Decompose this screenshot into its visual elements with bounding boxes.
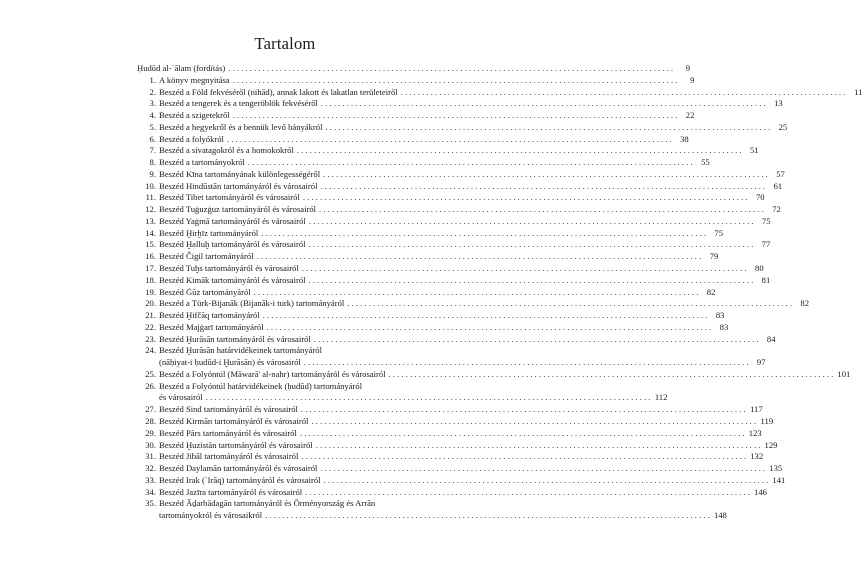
toc-entry-title: (nāḥiyat-i ḥudūd-i Ḫurāsān) és városairól	[159, 357, 301, 368]
toc-entry-title: Beszéd Ḫuzistān tartományáról és városairól	[159, 439, 313, 450]
dot-leader	[401, 87, 846, 99]
toc-entry-title: Beszéd Kīna tartományának különlegességéről	[159, 168, 321, 179]
dot-leader	[261, 228, 706, 240]
toc-entry-page: 9	[685, 63, 691, 73]
dot-leader	[263, 310, 708, 322]
toc-entry-page: 11	[854, 86, 862, 97]
toc-entry-page: 77	[761, 239, 771, 250]
toc-entry-page: 70	[755, 192, 765, 203]
dot-leader	[309, 239, 754, 251]
toc-entry-page: 83	[715, 310, 725, 321]
dot-leader	[304, 357, 749, 369]
toc-entry-page: 80	[755, 263, 764, 274]
toc-entry-page: 97	[756, 357, 766, 368]
toc-entry-number: 2.	[149, 86, 156, 97]
dot-leader	[233, 110, 678, 122]
toc-entry[interactable]	[137, 381, 442, 393]
toc-entry-number: 25.	[145, 368, 156, 379]
toc-entry-title: Beszéd Jibāl tartományáról és városairól	[159, 451, 299, 462]
toc-entry-number: 3.	[149, 98, 156, 109]
toc-entry-page: 9	[690, 74, 695, 85]
toc-entry-page: 75	[761, 215, 771, 226]
dot-leader	[206, 392, 651, 404]
toc-entry-number: 28.	[145, 415, 156, 426]
toc-entry-page: 101	[837, 368, 851, 379]
toc-entry-title: Beszéd a Folyóntúl határvidékeinek (ḥudūd) tartományáról	[159, 380, 363, 391]
toc-entry-number: 21.	[145, 310, 156, 321]
toc-entry-title: Beszéd a sivatagokról és a homokokról	[159, 145, 294, 156]
toc-entry-title: Beszéd a folyókról	[159, 133, 224, 144]
toc-entry-number: 17.	[145, 263, 156, 274]
toc-entry-page: 61	[773, 180, 783, 191]
toc-entry-number: 29.	[145, 427, 156, 438]
toc-entry[interactable]	[137, 157, 710, 169]
toc-entry[interactable]	[137, 98, 783, 110]
toc-entry-number: 15.	[145, 239, 156, 250]
toc-entry-page: 141	[772, 474, 786, 485]
toc-entry-title: Beszéd Jazīra tartományáról és városairól	[159, 486, 303, 497]
toc-entry[interactable]	[137, 74, 695, 87]
toc-entry[interactable]	[137, 310, 725, 322]
toc-entry-title: Beszéd a Folyóntúl (Māwarā' al-nahr) tartományáról és városairól	[159, 368, 386, 379]
toc-entry-number: 14.	[145, 227, 156, 238]
toc-entry[interactable]	[137, 298, 809, 310]
dot-leader	[309, 275, 754, 287]
table-of-contents	[137, 63, 862, 522]
toc-entry[interactable]	[137, 498, 442, 510]
dot-leader	[389, 369, 834, 381]
toc-entry[interactable]	[137, 86, 862, 99]
toc-entry-number: 24.	[145, 345, 156, 356]
toc-entry[interactable]	[137, 168, 785, 181]
toc-entry-number: 27.	[145, 404, 156, 415]
dot-leader	[301, 451, 746, 463]
toc-entry-title: Beszéd a tartományokról	[159, 157, 245, 168]
toc-entry[interactable]	[137, 510, 727, 522]
toc-entry[interactable]	[137, 474, 786, 487]
toc-entry[interactable]	[137, 192, 765, 204]
dot-leader	[314, 334, 759, 346]
dot-leader	[257, 251, 702, 263]
toc-entry-number: 10.	[145, 180, 156, 191]
toc-entry-number: 4.	[149, 110, 156, 121]
dot-leader	[325, 122, 770, 134]
toc-entry-number: 12.	[145, 204, 156, 215]
toc-entry[interactable]	[137, 110, 695, 122]
toc-entry[interactable]	[137, 451, 764, 463]
toc-entry-title: Beszéd Čigil tartományáról	[159, 251, 254, 262]
dot-leader	[267, 322, 712, 334]
toc-entry-title: Beszéd Kirmān tartományáról és városairól	[159, 415, 309, 426]
toc-entry[interactable]	[137, 345, 442, 357]
toc-entry-page: 112	[654, 392, 668, 403]
toc-entry-title: Beszéd a Türk-Bijanāk (Bijanāk-i turk) tartományáról	[159, 298, 345, 309]
toc-entry-page: 129	[764, 439, 778, 450]
toc-entry-page: 123	[748, 427, 762, 438]
toc-entry-number: 8.	[149, 157, 156, 168]
toc-entry-page: 83	[719, 321, 729, 332]
toc-entry-title: Beszéd Pārs tartományáról és városairól	[159, 427, 297, 438]
toc-entry-number: 34.	[145, 486, 156, 497]
toc-entry[interactable]	[137, 415, 774, 428]
toc-entry-title: Beszéd Tibet tartományáról és városairól	[159, 192, 300, 203]
dot-leader	[320, 181, 765, 193]
dot-leader	[323, 169, 768, 181]
toc-entry-title: Beszéd Kimāk tartományáról és városairól	[159, 274, 306, 285]
dot-leader	[297, 145, 742, 157]
toc-entry-title: Beszéd Ḫifčāq tartományáról	[159, 310, 260, 321]
toc-entry-page: 25	[778, 121, 788, 132]
toc-entry-page: 146	[754, 486, 767, 497]
dot-leader	[319, 204, 764, 216]
toc-entry[interactable]	[137, 321, 729, 334]
toc-entry-number: 30.	[145, 439, 156, 450]
toc-entry-page: 57	[776, 168, 785, 179]
toc-entry-number: 16.	[145, 251, 156, 262]
toc-entry[interactable]	[137, 215, 771, 228]
toc-entry-number: 19.	[145, 286, 156, 297]
toc-entry[interactable]	[137, 286, 716, 299]
dot-leader	[254, 287, 699, 299]
dot-leader	[300, 428, 745, 440]
toc-entry[interactable]	[137, 239, 771, 251]
toc-entry[interactable]	[137, 486, 767, 499]
toc-entry-page: 148	[713, 510, 727, 521]
dot-leader	[228, 63, 673, 75]
toc-entry-page: 135	[769, 463, 783, 474]
toc-entry-page: 82	[800, 298, 809, 309]
dot-leader	[303, 192, 748, 204]
toc-entry-page: 51	[749, 145, 759, 156]
toc-entry-title: Beszéd Daylamān tartományáról és városairól	[159, 463, 318, 474]
toc-entry-title: Beszéd a Föld fekvéséről (nihād), annak lakott és lakatlan területeiről	[159, 86, 398, 97]
toc-entry-page: 119	[760, 415, 774, 426]
toc-entry[interactable]	[137, 133, 689, 146]
dot-leader	[309, 216, 754, 228]
toc-entry-number: 7.	[149, 145, 156, 156]
toc-entry-number: 20.	[145, 298, 156, 309]
dot-leader	[248, 157, 693, 169]
toc-entry-title: Beszéd Yaġmā tartományáról és városairól	[159, 215, 306, 226]
page-title: Tartalom	[254, 34, 316, 53]
toc-entry-title: tartományokról és városaikról	[159, 510, 263, 521]
toc-entry-page: 72	[772, 204, 781, 215]
toc-entry-number: 1.	[149, 74, 156, 85]
toc-entry-title: Beszéd Āḏarbādagān tartományáról és Örményország és Arrān	[159, 498, 376, 509]
toc-entry[interactable]	[137, 227, 724, 240]
toc-entry-title: és városairól	[159, 392, 203, 403]
toc-entry-number: 22.	[145, 321, 156, 332]
dot-leader	[316, 440, 761, 452]
toc-entry-title: Beszéd Majġarī tartományáról	[159, 321, 264, 332]
toc-entry[interactable]	[137, 392, 668, 404]
toc-entry-page: 117	[750, 404, 763, 415]
toc-entry[interactable]	[137, 333, 776, 346]
toc-entry-page: 82	[706, 286, 716, 297]
dot-leader	[321, 98, 766, 110]
toc-entry-page: 79	[709, 251, 719, 262]
toc-entry-number: 11.	[145, 192, 156, 203]
toc-entry[interactable]	[137, 145, 759, 157]
toc-entry-title: Beszéd a szigetekről	[159, 110, 230, 121]
toc-entry-title: Ḥudūd al-ʿālam (fordítás)	[137, 63, 226, 73]
toc-entry-title: Beszéd Tuġuzġuz tartományáról és városairól	[159, 204, 317, 215]
toc-entry[interactable]	[137, 439, 778, 452]
toc-entry-number: 18.	[145, 274, 156, 285]
toc-entry[interactable]	[137, 274, 771, 287]
toc-entry-number: 26.	[145, 380, 156, 391]
toc-entry-number: 31.	[145, 451, 156, 462]
toc-entry-title: Beszéd Ḫirḫīz tartományáról	[159, 227, 259, 238]
dot-leader	[305, 487, 750, 499]
toc-entry-title: Beszéd Ḫurāsān tartományáról és városairól	[159, 333, 311, 344]
dot-leader	[302, 263, 747, 275]
toc-entry-title: Beszéd a hegyekről és a bennük levő bányákról	[159, 121, 323, 132]
dot-leader	[233, 75, 678, 87]
toc-entry[interactable]	[137, 121, 788, 134]
toc-entry[interactable]	[137, 63, 691, 75]
toc-entry[interactable]	[137, 263, 764, 275]
dot-leader	[227, 134, 672, 146]
toc-entry[interactable]	[137, 404, 763, 416]
toc-entry-number: 32.	[145, 463, 156, 474]
dot-leader	[347, 298, 792, 310]
dot-leader	[265, 510, 710, 522]
toc-entry-number: 6.	[149, 133, 156, 144]
toc-entry-page: 81	[761, 274, 771, 285]
toc-entry-title: Beszéd a tengerek és a tengeröblök fekvéséről	[159, 98, 318, 109]
toc-entry[interactable]	[137, 357, 766, 369]
dot-leader	[320, 463, 765, 475]
toc-entry-title: Beszéd Ġūz tartományáról	[159, 286, 251, 297]
toc-entry-number: 35.	[145, 498, 156, 509]
toc-entry-page: 132	[750, 451, 764, 462]
toc-entry[interactable]	[137, 251, 719, 263]
toc-entry[interactable]	[137, 463, 783, 475]
toc-entry-page: 84	[766, 333, 776, 344]
toc-entry-title: A könyv megnyitása	[159, 74, 230, 85]
toc-entry-page: 55	[701, 157, 710, 168]
toc-entry-title: Beszéd Ḫalluḫ tartományáról és városairól	[159, 239, 306, 250]
toc-entry[interactable]	[137, 427, 762, 440]
toc-entry-page: 22	[685, 110, 695, 121]
toc-entry-page: 13	[774, 98, 783, 109]
toc-entry-title: Beszéd Ḫurāsān határvidékeinek tartományáról	[159, 345, 322, 356]
toc-entry-number: 9.	[149, 168, 156, 179]
toc-entry-title: Beszéd Hindūstān tartományáról és városairól	[159, 180, 318, 191]
toc-entry-number: 13.	[145, 215, 156, 226]
toc-entry-page: 75	[714, 227, 724, 238]
toc-entry-title: Beszéd Irak (ʿIrāq) tartományáról és városairól	[159, 474, 321, 485]
toc-entry[interactable]	[137, 180, 783, 193]
toc-entry-number: 33.	[145, 474, 156, 485]
toc-entry[interactable]	[137, 204, 781, 216]
dot-leader	[301, 404, 746, 416]
toc-entry[interactable]	[137, 368, 851, 381]
toc-entry-title: Beszéd Tuḫs tartományáról és városairól	[159, 263, 299, 274]
dot-leader	[311, 416, 756, 428]
toc-entry-number: 23.	[145, 333, 156, 344]
dot-leader	[324, 475, 769, 487]
toc-entry-title: Beszéd Sind tartományáról és városairól	[159, 404, 298, 415]
toc-entry-number: 5.	[149, 121, 156, 132]
toc-entry-page: 38	[680, 133, 689, 144]
